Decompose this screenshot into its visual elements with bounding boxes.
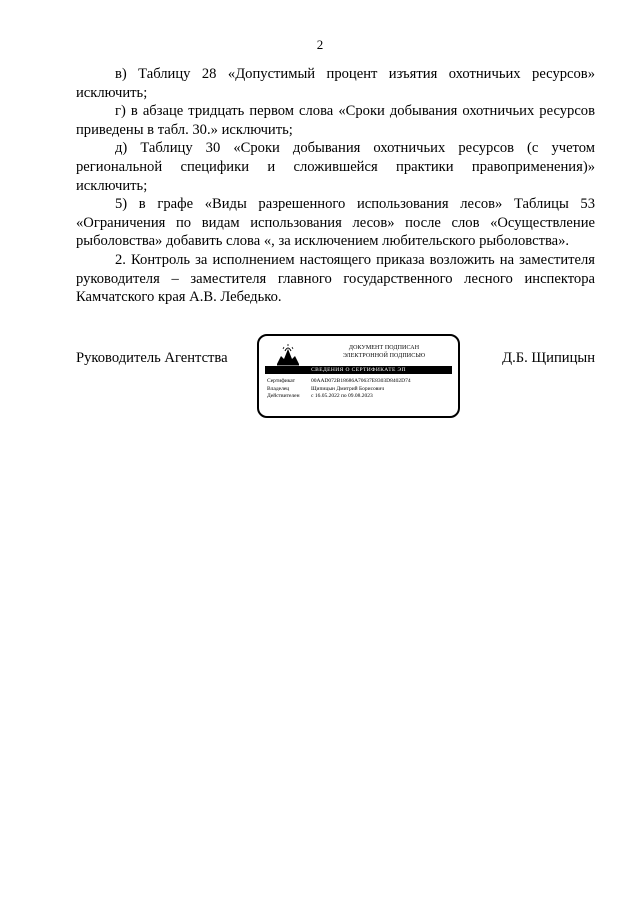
document-body (76, 65, 595, 307)
page-number: 2 (316, 37, 324, 52)
stamp-certificate-bar: СВЕДЕНИЯ О СЕРТИФИКАТЕ ЭП (265, 366, 452, 374)
signer-title: Руководитель Агентства (76, 350, 228, 366)
coat-of-arms-icon (275, 344, 301, 366)
paragraph-5: 5) в графе «Виды разрешенного использования лесов» Таблицы 53 «Ограничения по видам использования лесов» после слов «Осуществление рыболовства» добавить слова «, за исключением любительского рыболовства». (76, 196, 595, 250)
stamp-label: Действителен (267, 393, 300, 400)
paragraph-g: г) в абзаце тридцать первом слова «Сроки добывания охотничьих ресурсов приведены в табл. 30.» исключить; (76, 103, 595, 138)
stamp-header-line2: ЭЛЕКТРОННОЙ ПОДПИСЬЮ (342, 353, 426, 359)
stamp-label: Владелец (267, 385, 290, 392)
paragraph-v: в) Таблицу 28 «Допустимый процент изъятия охотничьих ресурсов» исключить; (76, 66, 595, 101)
stamp-label: Сертификат (267, 378, 295, 384)
signer-name: Д.Б. Щипицын (502, 350, 595, 366)
stamp-value: Щипицын Дмитрий Борисович (311, 385, 385, 392)
stamp-row-certificate (267, 378, 452, 386)
paragraph-2: 2. Контроль за исполнением настоящего приказа возложить на заместителя руководителя – заместителя главного государственного лесного инспектора Камчатского края А.В. Лебедько. (76, 251, 595, 306)
electronic-signature-stamp (257, 334, 460, 418)
stamp-value: с 16.05.2022 по 09.08.2023 (311, 393, 373, 400)
stamp-row-validity (267, 393, 452, 401)
stamp-header-line1: ДОКУМЕНТ ПОДПИСАН (348, 345, 420, 351)
paragraph-d: д) Таблицу 30 «Сроки добывания охотничьих ресурсов (с учетом региональной специфики и сложившейся практики правоприменения)» исключить; (76, 140, 595, 194)
stamp-value: 00AAD072B18686A70637E8303D8402D74 (311, 378, 411, 384)
stamp-certificate-details (267, 378, 452, 401)
signature-block (76, 334, 595, 420)
stamp-header (317, 344, 451, 360)
